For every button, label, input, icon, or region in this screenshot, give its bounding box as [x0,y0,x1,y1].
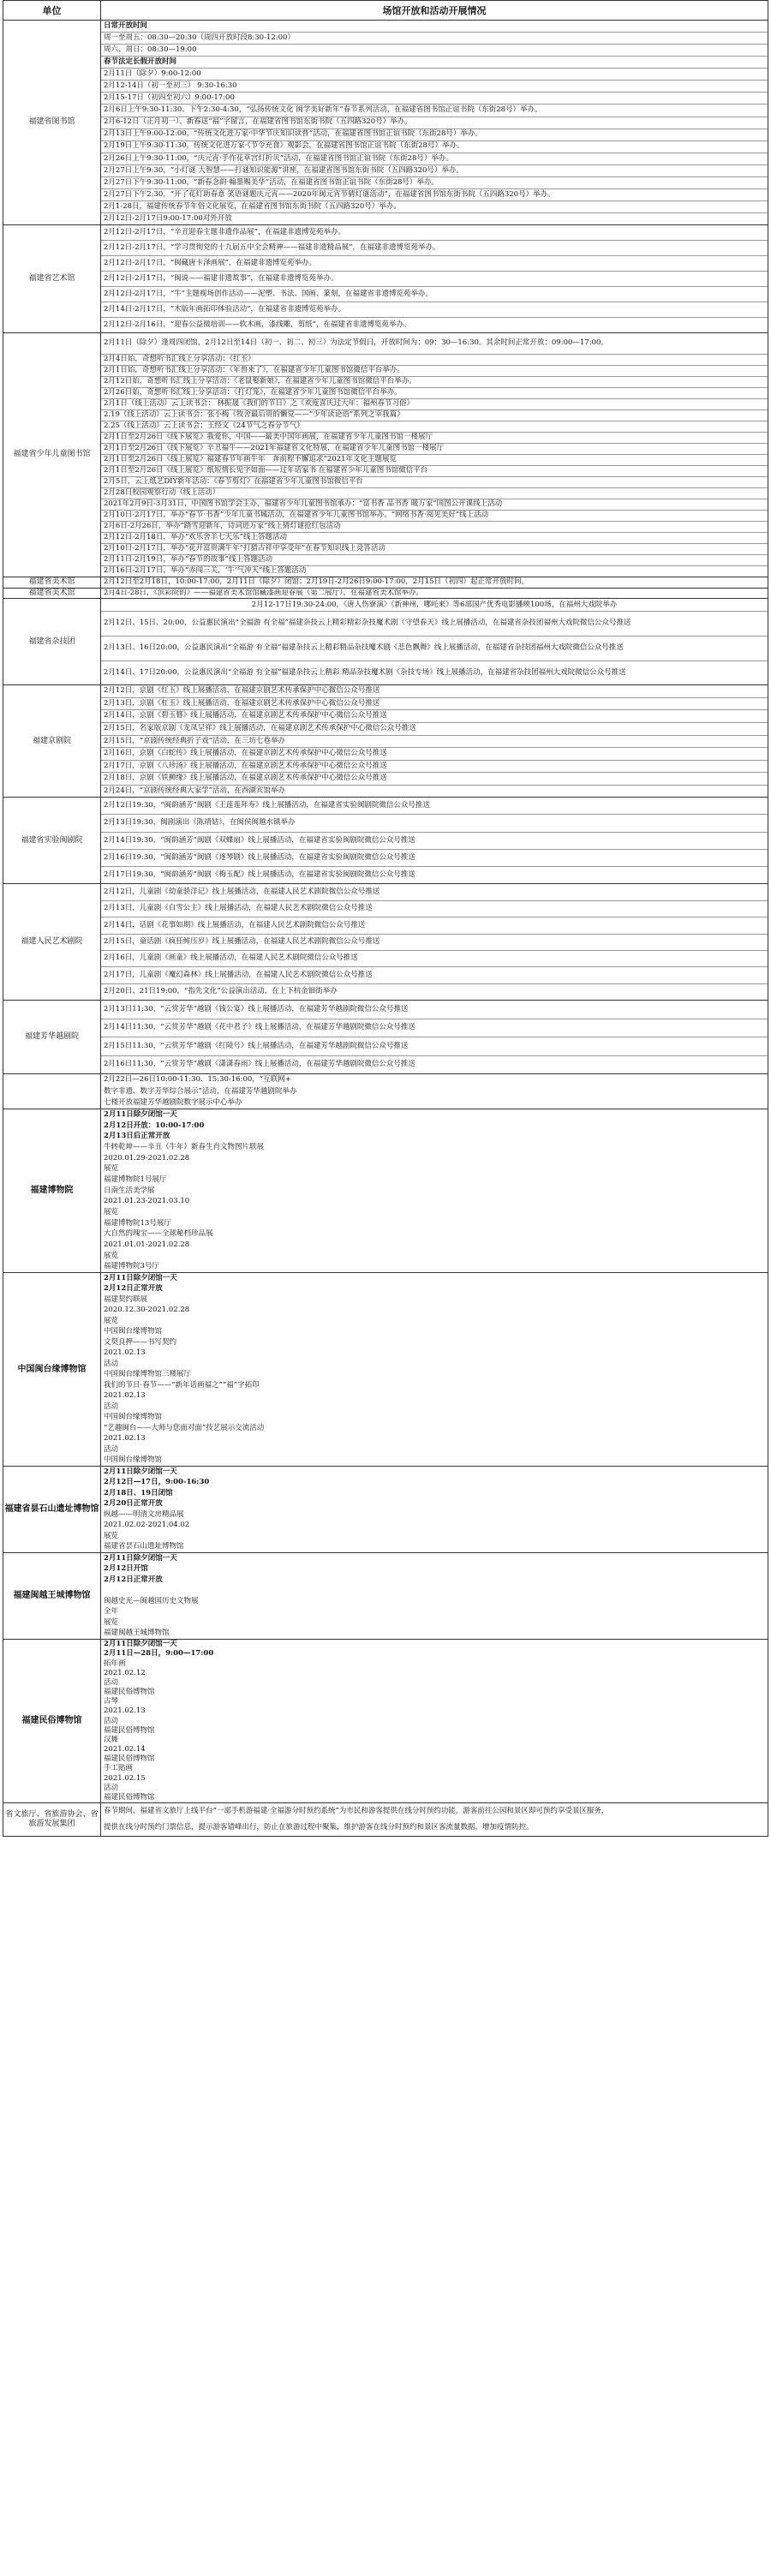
activity-line: 2月13日，儿童剧《白雪公主》线上展播活动，在福建人民艺术剧院微信公众号推送 [101,901,768,917]
activity-line: 福建民俗博物馆 [104,1688,155,1697]
activity-table [3,0,768,1837]
table-row [3,577,768,589]
content-lines [101,333,768,577]
activity-line: 2月6日上午9:30-11:30、下午2:30-4:30，“弘扬传统文化 闽学美好新年”春节系列活动，在福建省图书馆正谊书院（东街28号）举办。 [101,105,768,117]
activity-line: 2月11日除夕闭馆一天 [104,1109,177,1119]
activity-line: 2月12日至2月18日，10:00-17:00，2月11日（除夕）闭馆；2月19日-2月26日9:00-17:00，2月15日（初四）起正常开放时间。 [104,577,529,587]
content-lines [101,1640,768,1802]
activity-line: 2月5日，云上纸艺DIY新年活动：《春节剪灯》在福建省少年儿童图书馆微信平台 [101,477,768,488]
activity-line: 2月12日-2月17日9:00-17:00对外开放 [104,213,232,223]
activity-line: 2月20日正常开放 [104,1499,163,1509]
activity-line: 2月12日-2月18日，举办“欢乐舍羊七天乐”线上答题活动 [101,533,768,544]
table-row [3,1001,768,1074]
activity-line: 福建博物院1号展厅 [104,1174,167,1184]
activity-line: 文契良押——书写契约 [104,1337,177,1347]
activity-line: 2月26日上午9:30-11:00，“庆元宵·手作花草宫灯折贝”活动，在福建省图书馆正谊书院（东街28号）举办。 [101,153,768,165]
activity-line: 福建省昙石山遗址博物馆 [104,1542,184,1551]
content-cell [101,1074,768,1109]
activity-line: 2月27日下午9:30-11:00，“新春念韵·翰墨赐美华”活动，在福建省图书馆正谊书院（东街28号）举办。 [101,177,768,189]
activity-line: 中国闽台缘博物馆三楼展厅 [104,1370,192,1379]
activity-line: 福建民俗博物馆 [104,1725,155,1735]
activity-line: 2月11日除夕闭馆一天 [104,1553,177,1563]
table-row [3,884,768,1001]
activity-line: 2021.02.13 [104,1706,146,1716]
activity-line: 2月14日-2月17日，“木版年画拓印体验活动”，在福建省非遗博览苑举办。 [101,302,768,318]
activity-line: 2021.02.13 [104,1391,146,1401]
activity-line: 福建民俗博物馆 [104,1793,155,1802]
activity-line: 2021年2月9日-3月31日，中国图书馆学会主办，福建省少年儿童图书馆承办：“富书香 品书香 暖万家”国图公开课线上活动 [101,499,768,511]
activity-line: 周一至周五：08:30—20:30（周四开放时段8:30-12:00） [101,33,768,45]
activity-line: 2020.01.29-2021.02.28 [104,1153,190,1162]
table-body [3,21,768,1837]
activity-line: 2月16日，儿童剧《画童》线上展播活动，在福建人民艺术剧院微信公众号推送 [101,951,768,967]
activity-line: 2月12日-2月17日，“闽说——福建非遗故事”，在福建非遗博览苑举办。 [101,272,768,287]
unit-cell: 福建民俗博物馆 [3,1640,101,1803]
activity-line: 活动 [104,1716,119,1725]
activity-line: 2月28日校园观察行动（线上活动） [101,488,768,499]
activity-line: 2月17日，京剧《八珍汤》线上展播活动，在福建京剧艺术传承保护中心微信公众号推送 [101,761,768,774]
content-lines [101,1273,768,1466]
activity-line: 2月18日，京剧《铁狮缘》线上展播活动，在福建京剧艺术传承保护中心微信公众号推送 [101,773,768,786]
activity-line: 牛转乾坤——辛丑（牛年）新春生肖文物图片联展 [104,1142,265,1151]
activity-line: 2月13日，京剧《杠玉》线上展播活动，在福建京剧艺术传承保护中心微信公众号推送 [101,698,768,711]
activity-line: 日南生活美学展 [104,1186,155,1195]
activity-line: 2月15日，童话剧《疯狂鲜压岁》线上展播活动，在福建人民艺术剧院微信公众号推送 [101,935,768,951]
activity-line: 福建博物院3号厅 [104,1262,159,1271]
activity-line: “艺趣闽台——大师与您面对面”技艺展示交流活动 [104,1423,265,1432]
content-cell [101,1001,768,1074]
activity-line: 日常开放时间 [101,21,768,33]
content-lines [101,798,768,883]
activity-line: 2月12日，京剧《红玉》线上展播活动，在福建京剧艺术传承保护中心微信公众号推送 [101,685,768,698]
activity-line: 2021.02.12 [104,1668,146,1677]
activity-line: 展览 [104,1251,119,1260]
activity-line: 2月11日（除夕）9:00-12:00 [101,69,768,81]
unit-cell: 福建京剧院 [3,685,101,798]
activity-line: 2月16日11:30，“云赏芳华”越剧《潇潇春雨》线上展播活动，在福建芳华越剧院微信公众号推送 [104,1060,415,1069]
content-lines [101,884,768,1000]
activity-line: 2月19日上午9:30-11:30，传统文化进万家·《节令充食》观影会，在福建省图书馆正谊书院（东街28号）举办。 [101,141,768,153]
unit-cell: 福建博物院 [3,1109,101,1273]
activity-line: 春节期间，福建省文旅厅上线平台“一部手机游福建·全福游分时预约系统”为市民和游客提供在线分时预约功能，游客前往公园和景区即可预约享受景区服务， [104,1807,609,1816]
activity-line: 2月16日，京剧《白蛇传》线上展播活动，在福建京剧艺术传承保护中心微信公众号推送 [101,748,768,761]
activity-line: 汉舞 [104,1735,119,1744]
activity-line: 2月12日-2月17日，“闽藏唐卡泽画展”，在福建非遗博览苑举办。 [101,256,768,272]
content-lines [101,599,768,684]
table-row [3,21,768,225]
activity-line: 2021.02.02-2021.04.02 [104,1521,190,1530]
activity-line: 2月27日下午2:30，“开了花灯助春意 笑语谜题庆元宵——2020年闽元宵节猜灯谜活动”，在福建省图书馆东街书院（五四路320号）举办。 [101,189,768,201]
content-cell [101,1109,768,1273]
activity-line: 活动 [104,1402,119,1411]
activity-line: 提供在线分时预约门票信息，提示游客错峰出行，防止在旅游过程中聚集，维护游客在线分时预约和景区客流量数据，增加疫情防控。 [104,1823,534,1832]
activity-line: 2月1日至2月26日《线上展览》纸短情长见字如面——过年话家书 在福建省少年儿童图书馆微信平台 [101,466,768,477]
unit-cell [3,1074,101,1109]
activity-line: 2月12日开馆 [104,1564,148,1574]
activity-line: 展览 [104,1316,119,1325]
unit-cell: 省文旅厅、省旅游协会、省旅游发展集团 [3,1803,101,1837]
activity-line: 福建契约联展 [104,1294,148,1304]
activity-line: 2021.02.14 [104,1745,146,1754]
unit-cell: 福建省图书馆 [3,21,101,225]
activity-line: 中国闽台缘博物馆 [104,1413,163,1422]
activity-line: 2月15日11:30，“云赏芳华”越剧《红陵号》线上展播活动，在福建芳华越剧院微信公众号推送 [101,1037,768,1056]
table-row [3,1074,768,1109]
content-lines [101,589,768,598]
content-lines [101,21,768,224]
activity-line: 2月12日—17日，9:00-16:30 [104,1478,210,1487]
activity-line: 2月12日-2月17日，“牛”主题视场创作活动——泥塑、书法、国画、篆刻，在福建省非遗博览苑举办。 [101,287,768,302]
content-lines [101,225,768,332]
activity-line: 2月16日19:30，“闽韵涵芳”闽剧《逐琴剧》线上展播活动，在福建省实验闽剧院微信公众号推送 [101,850,768,867]
content-cell [101,685,768,798]
activity-line: 2月10日-2月17日，举办“花开富贵满牛年”打猎古祥中享受年”在春节知识线上竞答活动 [101,544,768,555]
unit-cell: 福建省美术馆 [3,589,101,599]
activity-line: 2月12日开放：10:00-17:00 [104,1121,205,1130]
activity-line: 大自然的瑰宝——全球秘档珍品展 [104,1229,213,1239]
activity-line: 2月14日11:30，“云赏芳华”越剧《花中君子》线上展播活动，在福建芳华越剧院微信公众号推送 [101,1019,768,1038]
activity-line: 2月15日，名家版京剧《龙凤呈祥》线上展播活动，在福建京剧艺术传承保护中心微信公众号推送 [101,723,768,736]
activity-line: 2021.02.13 [104,1348,146,1358]
activity-line: 2月13日上午9:00-12:00，“传统文化进万家·中华节庆知识读普”活动，在福建省图书馆正谊书院（东街28号）举办。 [101,129,768,141]
activity-line: 2月11日—28日，9:00—17:00 [104,1649,214,1659]
activity-line: 2月13日19:30，闽剧演出《陈靖姑》，在闽侯闽越水镇举办 [101,815,768,832]
content-cell [101,1553,768,1640]
content-cell [101,589,768,599]
content-cell [101,599,768,685]
activity-line: 2月4日始，奇想听书汇线上分享活动：《红玉》 [101,355,768,366]
activity-line: 2月16日-2月17日，举办“赤闯三关，‘牛’气冲天”线上答题活动 [104,566,307,576]
unit-cell: 福建省少年儿童图书馆 [3,333,101,577]
activity-line: 展览 [104,1617,119,1627]
activity-line: 2月11日-2月19日，举办“春节的故事”线上答题活动 [101,555,768,566]
content-cell [101,577,768,589]
unit-cell: 福建芳华越剧院 [3,1001,101,1074]
activity-line: 我们的节日·春节——“新年话画福之”“福”字拓印 [104,1380,260,1390]
activity-line: 2月1日至2月26日《线下展览》辛丑福牛——2021年福建省文化特展，在福建省少年儿童图书馆一楼展厅 [101,444,768,455]
activity-line: 展览 [104,1207,119,1216]
activity-line: 2月12-14日（初一至初三） 9:30-16:30 [101,81,768,93]
content-lines [101,1467,768,1552]
activity-line: 2月24日，“京剧传统经典大家学”活动，在西湖宾馆举办 [104,786,285,795]
content-cell [101,1803,768,1837]
activity-line: 2月13日11:30，“云赏芳华”越剧《钱公宴》线上展播活动，在福建芳华越剧院微信公众号推送 [101,1001,768,1019]
activity-line: 2月17日，儿童剧《魔幻森林》线上展播活动，在福建人民艺术剧院微信公众号推送 [101,967,768,983]
activity-line: 活动 [104,1444,119,1454]
table-row [3,333,768,577]
table-row [3,589,768,599]
table-row [3,1553,768,1640]
activity-line: 中国闽台缘博物馆 [104,1327,163,1336]
activity-line: 手工贴画 [104,1764,134,1773]
activity-line: 展览 [104,1531,119,1540]
unit-cell: 福建省美术馆 [3,577,101,589]
activity-line: 2月1日始，奇想听书汇线上分享活动：《年兽来了》，在福建省少年儿童图书馆微信平台举办。 [101,366,768,377]
activity-line: 古琴 [104,1697,119,1706]
table-row [3,599,768,685]
activity-line: 2月1-28日，福建传统春节年俗文化展览，在福建省图书馆东街书院（五四路320号）举办。 [101,201,768,213]
content-cell [101,798,768,884]
activity-line: 2.25（线上活动）云上读书会：王经文《24节气之春分节气》 [101,421,768,433]
table-row [3,225,768,333]
activity-line: 中国闽台缘博物馆 [104,1455,163,1465]
activity-line: 2月12日、15日、20:00，公益惠民演出“全福游 有全福”福建杂技云上精彩精彩杂技魔术剧《守望春天》线上展播活动，在福建省杂技团福州大戏院微信公众号推送 [101,612,768,637]
table-row [3,1467,768,1553]
table-row [3,1273,768,1467]
content-lines [101,1001,768,1073]
activity-line: 展览 [104,1164,119,1174]
activity-line: 2.19（线上活动）云上读书会：张小梅《牧舍最后贵的懒觉——“少年读论语”系列之宰我篇》 [101,410,768,421]
activity-line: 2月11日除夕闭馆一天 [104,1640,177,1649]
activity-line: 2月14日，话剧《花事如期》线上展播活动，在福建人民艺术剧院微信公众号推送 [101,917,768,934]
content-lines [101,1074,768,1109]
activity-line: 2月20日、21日19:00，“指先文化”公益演出活动，在上下杭金钿街举办 [104,987,338,996]
table-row [3,1640,768,1803]
activity-line: 2月10日-2月17日，举办“春节·书香”少年儿童书城活动，在福建省少年儿童图书馆举办。“网络书香·阅见美好”线上活动 [101,511,768,522]
activity-line: 2月6-12日（正月初一）、新春送“福”字留言，在福建省图书馆东街书院（五四路320号）举办。 [101,117,768,129]
table-header-row [3,1,768,21]
activity-line: 2月15日，“京剧传统经典折子戏”活动，在三坊七巷举办 [101,736,768,749]
activity-line: 周六、周日：08:30—19:00 [101,45,768,57]
activity-line: 拓年画 [104,1659,126,1668]
activity-line: 活动 [104,1677,119,1687]
activity-line: 2月14日，京剧《碧玉簪》线上展播活动，在福建京剧艺术传承保护中心微信公众号推送 [101,710,768,723]
activity-line: 2月1日至2月26日《线上展览》福建春节年画牛年 奔前程不懈追求”2021年文化主题展览 [101,455,768,466]
activity-line: 2月1日（线上活动）云上读书会： 林振晟《我们的节日》之《欢度喜庆过大年：福州春节习俗》 [101,399,768,410]
unit-cell: 福建省实验闽剧院 [3,798,101,884]
activity-line: 2月18日、19日闭馆 [104,1488,173,1497]
activity-line: 2021.01.01-2021.02.28 [104,1240,190,1249]
header-content: 场馆开放和活动开展情况 [101,1,768,21]
activity-line: 2月12日19:30，“闽韵涵芳”闽剧《王莲莲拜寿》线上展播活动，在福建省实验闽剧院微信公众号推送 [101,798,768,815]
activity-line: 2月6日-2月26日，举办“踏雪迎新年，诗词进万家”线上猜灯谜抢红包活动 [101,522,768,533]
activity-line: 2月12日-2月17日，“辛丑迎春主题非遗作品展”，在福建非遗博览苑举办。 [101,225,768,241]
activity-line: 2月22日—26日10:00-11:30、15:30-16:00，“互联网+ [104,1075,291,1085]
activity-line: 福建民俗博物馆 [104,1754,155,1764]
activity-line: 2月11日除夕闭馆一天 [104,1273,177,1282]
activity-line: 2月11日（除夕）逢周四闭馆，2月12日至14日（初一、初二、初三）为法定节假日，开放时间为：09：30—16:30。其余时间正常开放：09:00—17:00。 [101,333,768,355]
table-row [3,685,768,798]
content-lines [101,685,768,797]
activity-line: 春节法定长假开放时间 [101,57,768,69]
unit-cell: 福建省杂技团 [3,599,101,685]
header-unit: 单位 [3,1,101,21]
activity-line: 数字非遗、数字芳华综合展示”活动，在福建芳华越剧院举办 [104,1086,297,1096]
content-cell [101,1467,768,1553]
unit-cell: 福建省艺术馆 [3,225,101,333]
activity-line: 2月4日-28日，《滨彩院的》——福建省美术馆馆藏漆画迎春展（第二展厅），在福建省美术馆举办。 [104,589,424,597]
activity-line: 七楼开放福建芳华越剧院数字展示中心举办 [104,1097,242,1107]
content-cell [101,1640,768,1803]
content-cell [101,225,768,333]
content-lines [101,1553,768,1639]
content-cell [101,333,768,577]
content-lines [101,1803,768,1836]
content-cell [101,1273,768,1467]
activity-line: 活动 [104,1783,119,1792]
activity-line: 2021.02.15 [104,1773,146,1783]
activity-line: 闽越史光—闽越国历史文物展 [104,1596,199,1605]
activity-line: 2月12日正常开放 [104,1284,163,1294]
activity-line: 2月17日19:30，“闽韵涵芳”闽剧《梅玉配》线上展播活动，在福建省实验闽剧院微信公众号推送 [104,870,415,879]
content-lines [101,1109,768,1272]
table-row [3,1109,768,1273]
activity-line: 全年 [104,1607,119,1617]
activity-line: 2月12日正常开放 [104,1575,163,1584]
activity-line: 福建博物院13号展厅 [104,1218,171,1228]
activity-line [101,1586,768,1597]
activity-line: 2月1日至2月26日《线下展览》我爱你，中国——最美中国年画展，在福建省少年儿童图书馆一楼展厅 [101,433,768,444]
activity-line: 2月15-17日（初四至初六）9:00-17:00 [101,93,768,105]
unit-cell: 福建省昙石山遗址博物馆 [3,1467,101,1553]
activity-line: 2月12-17日19:30-24:00，《唐人伤寮演》《新神州，哪吒来》等6部国产优秀电影播映100场，在福州大戏院举办 [101,599,768,612]
activity-line: 2021.02.13 [104,1434,146,1443]
unit-cell: 福建人民艺术剧院 [3,884,101,1001]
content-cell [101,884,768,1001]
activity-line: 2月27日上午9:30，“小灯谜 大智慧——打谜知识能源”讲座，在福建省图书馆东街书院（五四路320号）举办。 [101,165,768,177]
unit-cell: 中国闽台缘博物馆 [3,1273,101,1467]
activity-line: 福建闽越王城博物馆 [104,1629,170,1638]
activity-line: 2月14日、17日20:00，公益惠民演出“全福游 有全福”福建杂技云上精彩 精品杂技魔术剧《杂技专场》线上展播活动，在福建省杂技团福州大戏院微信公众号推送 [104,667,626,677]
activity-line: 2020.12.30-2021.02.28 [104,1306,190,1315]
content-lines [101,577,768,588]
activity-line: 2月13日后正常开放 [104,1132,170,1141]
activity-line: 2月12日，儿童剧《幼童骄洋记》线上展播活动，在福建人民艺术剧院微信公众号推送 [101,884,768,900]
activity-line: 2月11日除夕闭馆一天 [104,1467,177,1476]
table-row [3,1803,768,1837]
activity-line: 2月26日始，奇想听书汇线上分享活动：《打灯笼》，在福建省少年儿童图书馆微信平台举办。 [101,388,768,399]
activity-line: 2月12日始，奇想听书汇线上分享活动：《老鼠娶新娘》，在福建省少年儿童图书馆微信平台举办。 [101,377,768,388]
activity-line: 2月13日、16日20:00，公益惠民演出“全福游 有全福”福建杂技云上精彩精品杂技魔术剧《悲色飘舞》线上展播活动，在福建省杂技团福州大戏院微信公众号推送 [101,637,768,661]
activity-line: 2月14日19:30，“闽韵涵芳”闽剧《双蝶扇》线上展播活动，在福建省实验闽剧院微信公众号推送 [101,833,768,850]
unit-cell: 福建闽越王城博物馆 [3,1553,101,1640]
activity-line: 纵越——明清文房精品展 [104,1509,184,1519]
content-cell [101,21,768,225]
activity-line: 2月12日-2月17日，“学习贯彻党的十九届五中全会精神——福建非遗精品展”，在福建非遗博览苑举办。 [101,241,768,256]
table-row [3,798,768,884]
activity-line: 2021.01.23-2021.03.10 [104,1197,190,1206]
activity-line: 2月12日-2月16日，“迎春公益微培训——软木画，漆线雕，剪纸”，在福建省非遗博览苑举办。 [104,320,411,329]
activity-line: 活动 [104,1359,119,1368]
